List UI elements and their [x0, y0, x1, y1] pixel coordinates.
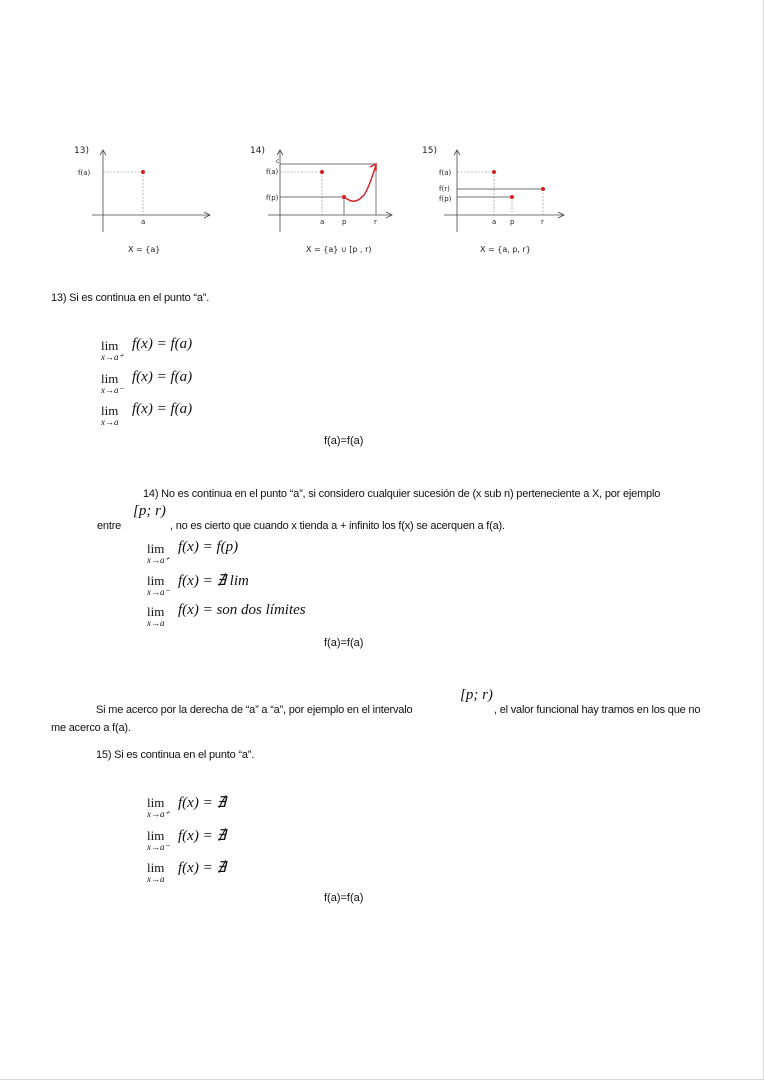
section-15-conclusion: f(a)=f(a) — [324, 892, 364, 904]
lim-operator: lim — [147, 828, 165, 843]
figure-15 — [418, 140, 578, 260]
point-r — [541, 187, 545, 191]
point-a — [492, 170, 496, 174]
y-label: f(r) — [439, 185, 450, 193]
figure-13 — [70, 140, 220, 260]
figure-label: 15) — [422, 146, 437, 156]
point-p — [510, 195, 514, 199]
figure-13-graph — [70, 140, 220, 260]
point-p — [342, 195, 346, 199]
lim-operator: lim — [147, 604, 165, 619]
y-label: f(a) — [266, 168, 279, 176]
lim-expression: f(x) = ∄ — [178, 828, 226, 844]
lim-expression: f(x) = f(a) — [132, 336, 193, 352]
x-label: r — [374, 218, 377, 226]
lim-expression: f(x) = f(a) — [132, 369, 193, 385]
lim-subscript: x→a — [101, 417, 119, 427]
x-label: p — [342, 218, 347, 226]
lim-operator: lim — [147, 541, 165, 556]
lim-operator: lim — [147, 860, 165, 875]
lim-subscript: x→a⁺ — [147, 809, 170, 819]
interval-p-r: [p; r) — [133, 503, 166, 519]
section-14-conclusion: f(a)=f(a) — [324, 637, 364, 649]
figure-14 — [246, 140, 396, 260]
lim-subscript: x→a⁻ — [101, 385, 124, 395]
y-label: f(p) — [439, 195, 452, 203]
interval-p-r: [p; r) — [460, 687, 493, 703]
lim-expression: f(x) = ∄ — [178, 860, 226, 876]
point-a — [141, 170, 145, 174]
lim-operator: lim — [101, 338, 119, 353]
function-curve — [344, 165, 376, 201]
y-label: f(p) — [266, 194, 279, 202]
y-label: f(a) — [439, 169, 452, 177]
section-14-line-1: 14) No es continua en el punto “a”, si considero cualquier sucesión de (x sub n) perteneciente a X, por ejemplo — [143, 488, 661, 500]
section-14-line-2-prefix: entre — [97, 520, 122, 532]
lim-operator: lim — [101, 403, 119, 418]
x-label: a — [320, 218, 325, 226]
lim-expression: f(x) = son dos límites — [178, 602, 306, 618]
lim-subscript: x→a⁺ — [147, 555, 170, 565]
section-15-heading: 15) Si es continua en el punto “a”. — [96, 749, 255, 761]
section-13-heading: 13) Si es continua en el punto “a”. — [51, 292, 210, 304]
lim-subscript: x→a⁺ — [101, 352, 124, 362]
lim-subscript: x→a — [147, 874, 165, 884]
x-label: a — [141, 218, 146, 226]
lim-expression: f(x) = f(a) — [132, 401, 193, 417]
x-label: p — [510, 218, 515, 226]
point-a — [320, 170, 324, 174]
figure-label: 13) — [74, 146, 89, 156]
figure-14-graph — [246, 140, 396, 260]
lim-expression: f(x) = f(p) — [178, 539, 239, 555]
lim-operator: lim — [147, 573, 165, 588]
x-label: a — [492, 218, 497, 226]
figure-caption: X = {a} ∪ [p , r) — [306, 245, 372, 254]
lim-expression: f(x) = ∄ — [178, 795, 226, 811]
figure-15-graph — [418, 140, 578, 260]
figure-caption: X = {a} — [128, 245, 161, 254]
lim-expression: f(x) = ∄ lim — [178, 573, 249, 589]
lim-operator: lim — [101, 371, 119, 386]
figure-caption: X = {a, p, r} — [480, 245, 531, 254]
section-13-conclusion: f(a)=f(a) — [324, 435, 364, 447]
note-line-1-prefix: Si me acerco por la derecha de “a” a “a”, por ejemplo en el intervalo — [96, 704, 413, 716]
lim-subscript: x→a⁻ — [147, 587, 170, 597]
figure-label: 14) — [250, 146, 265, 156]
x-label: r — [541, 218, 544, 226]
y-label: c — [276, 158, 280, 165]
note-line-2: me acerco a f(a). — [51, 722, 131, 734]
lim-subscript: x→a — [147, 618, 165, 628]
lim-operator: lim — [147, 795, 165, 810]
section-14-line-2-suffix: , no es cierto que cuando x tienda a + infinito los f(x) se acerquen a f(a). — [170, 520, 505, 532]
y-label: f(a) — [78, 169, 91, 177]
lim-subscript: x→a⁻ — [147, 842, 170, 852]
note-line-1-suffix: , el valor funcional hay tramos en los que no — [494, 704, 701, 716]
